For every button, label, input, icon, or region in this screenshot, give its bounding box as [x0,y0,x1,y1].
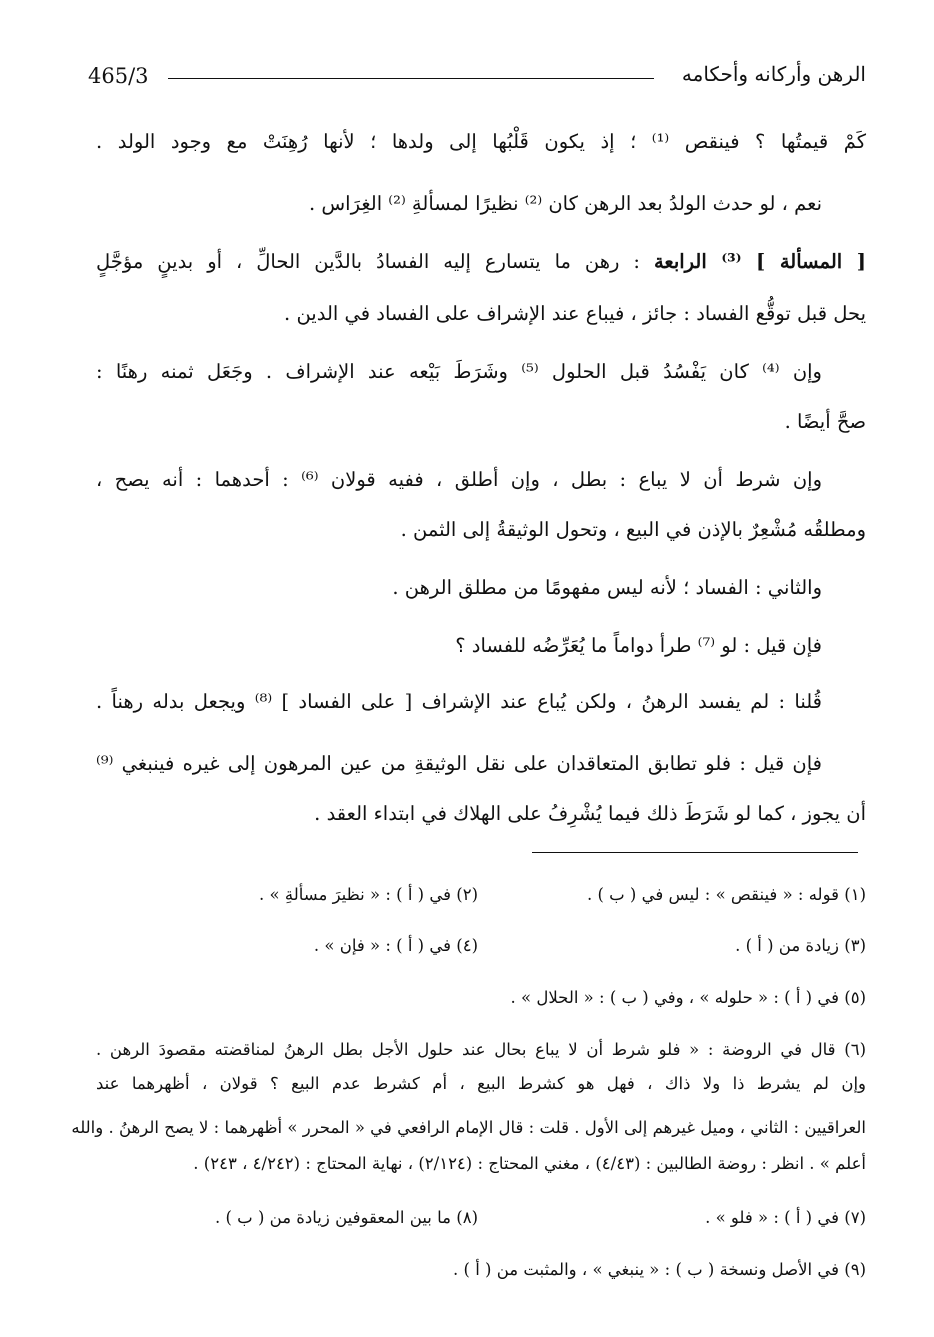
issue-heading: [ المسألة ] ⁽³⁾ الرابعة [653,250,866,273]
text-line-1: كَمْ قيمتُها ؟ فينقص ⁽¹⁾ ؛ إذ يكون قَلْبُها إلى ولدها ؛ لأنها رُهِنَتْ مع وجود الولد . [96,130,866,153]
footnote-6-line-3: العراقيين : الثاني ، وميل غيرهم إلى الأول . قلت : قال الإمام الرافعي في « المحرر » أظهرهما : لا يصح الرهنُ . والله [71,1118,866,1137]
footnote-8: (٨) ما بين المعقوفين زيادة من ( ب ) . [215,1208,478,1227]
page-header [88,60,866,100]
issue-text: : رهن ما يتسارع إليه الفسادُ بالدَّين الحالِّ ، أو بدينٍ مؤجَّلٍ [96,250,654,273]
text-line-9: والثاني : الفساد ؛ لأنه ليس مفهومًا من مطلق الرهن . [392,576,822,599]
page-number: 465/3 [88,64,149,88]
text-line-8: ومطلقُه مُشْعِرٌ بالإذن في البيع ، وتحول الوثيقةُ إلى الثمن . [400,518,866,541]
text-line-3 [96,250,866,273]
text-line-11: قُلنا : لم يفسد الرهنُ ، ولكن يُباع عند الإشراف [ على الفساد ] ⁽⁸⁾ ويجعل بدله رهناً . [96,690,822,713]
footnote-1: (١) قوله : « فينقص » : ليس في ( ب ) . [586,885,866,904]
footnote-9: (٩) في الأصل ونسخة ( ب ) : « ينبغي » ، والمثبت من ( أ ) . [453,1260,866,1279]
text-line-4: يحل قبل توقُّع الفساد : جائز ، فيباع عند الإشراف على الفساد في الدين . [284,302,866,325]
text-line-5: وإن ⁽⁴⁾ كان يَفْسُدُ قبل الحلول ⁽⁵⁾ وشَرَطَ بَيْعه عند الإشراف . وجَعَل ثمنه رهنًا : [96,360,822,383]
footnote-3: (٣) زيادة من ( أ ) . [735,936,866,955]
text-line-13: أن يجوز ، كما لو شَرَطَ ذلك فيما يُشْرِفُ على الهلاك في ابتداء العقد . [314,802,866,825]
footnote-6-line-1: (٦) قال في الروضة : « فلو شرط أن لا يباع بحال عند حلول الأجل بطل الرهنُ لمناقضته مقصودَ الرهن . [96,1040,866,1059]
footnote-5: (٥) في ( أ ) : « حلوله » ، وفي ( ب ) : « الحلال » . [510,988,866,1007]
footnote-6-line-2: وإن لم يشرط ذا ولا ذاك ، فهل هو كشرط البيع ، أم كشرط عدم البيع ؟ قولان ، أظهرهما عند [96,1074,866,1093]
footnote-separator [532,852,858,853]
text-line-6: صحَّ أيضًا . [784,410,866,433]
footnote-2: (٢) في ( أ ) : « نظيرَ مسألةِ » . [259,885,478,904]
footnote-6-line-4: أعلم » . انظر : روضة الطالبين : (٤/٤٣) ، مغني المحتاج : (٢/١٢٤) ، نهاية المحتاج : (٤/٢٤٢ ، ٢٤٣) . [193,1154,866,1173]
footnote-row-1 [96,885,866,904]
running-title: الرهن وأركانه وأحكامه [681,62,866,86]
footnote-row-2 [96,936,866,955]
text-line-2: نعم ، لو حدث الولدُ بعد الرهن كان ⁽²⁾ نظيرًا لمسألةِ ⁽²⁾ الغِرَاس . [308,192,822,215]
text-line-7: وإن شرط أن لا يباع : بطل ، وإن أطلق ، ففيه قولان ⁽⁶⁾ : أحدهما : أنه يصح ، [96,468,822,491]
text-line-10: فإن قيل : لو ⁽⁷⁾ طرأ دواماً ما يُعَرِّضُه للفساد ؟ [455,634,822,657]
footnote-4: (٤) في ( أ ) : « فإن » . [313,936,478,955]
footnote-row-3 [96,1208,866,1227]
footnote-7: (٧) في ( أ ) : « فلو » . [705,1208,866,1227]
text-line-12: فإن قيل : فلو تطابق المتعاقدان على نقل الوثيقةِ من عين المرهون إلى غيره فينبغي ⁽⁹⁾ [96,752,822,775]
header-rule [168,78,654,79]
